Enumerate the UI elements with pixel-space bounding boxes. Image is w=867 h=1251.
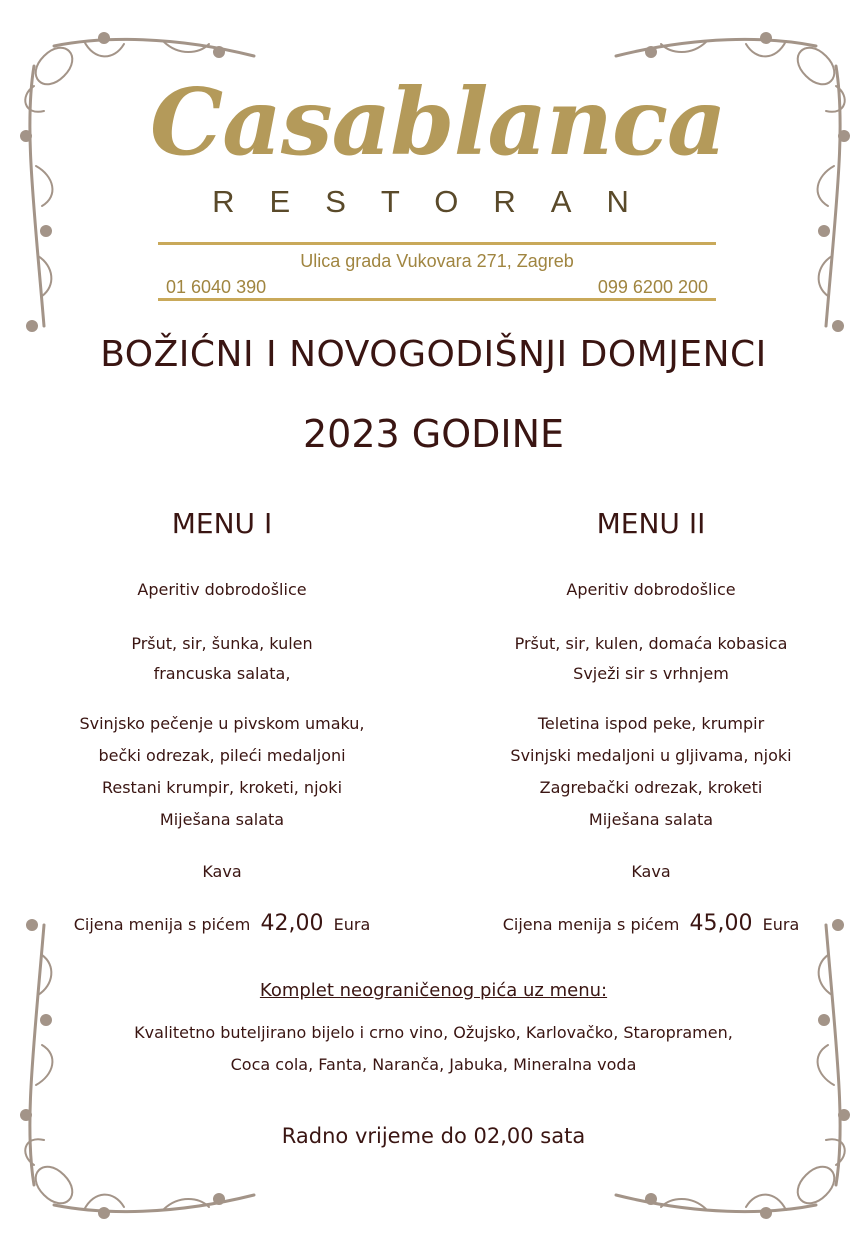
phone-landline: 01 6040 390	[166, 277, 267, 297]
menu-starter-line: Svježi sir s vrhnjem	[573, 664, 729, 683]
menu-main-line: Miješana salata	[588, 810, 714, 829]
menu-main-line: Teletina ispod peke, krumpir	[537, 714, 765, 733]
menu-aperitif: Aperitiv dobrodošlice	[137, 580, 307, 599]
drinks-line: Kvalitetno buteljirano bijelo i crno vino, Ožujsko, Karlovačko, Staropramen,	[134, 1023, 733, 1042]
restaurant-subtitle: RESTORAN	[212, 184, 664, 219]
opening-hours: Radno vrijeme do 02,00 sata	[281, 1124, 586, 1148]
menu-price	[451, 908, 851, 940]
price-label: Cijena menija s pićem	[73, 915, 251, 934]
menu-main-line: Miješana salata	[159, 810, 285, 829]
menu-main-line: Svinjski medaljoni u gljivama, njoki	[510, 746, 792, 765]
menu-heading: MENU I	[171, 507, 273, 540]
menu-main-line: Zagrebački odrezak, kroketi	[539, 778, 763, 797]
price-currency: Eura	[762, 915, 800, 934]
page-title: BOŽIĆNI I NOVOGODIŠNJI DOMJENCI	[100, 334, 767, 375]
menu-coffee: Kava	[631, 862, 671, 881]
price-amount: 45,00	[689, 911, 753, 936]
drinks-heading: Komplet neograničenog pića uz menu:	[259, 980, 608, 1001]
menu-starter-line: Pršut, sir, kulen, domaća kobasica	[514, 634, 788, 653]
page-subtitle-year: 2023 GODINE	[302, 412, 565, 456]
menu-aperitif: Aperitiv dobrodošlice	[566, 580, 736, 599]
menu-1	[22, 502, 422, 942]
menu-starter-line: Pršut, sir, šunka, kulen	[131, 634, 313, 653]
menu-price	[22, 908, 422, 940]
menu-heading: MENU II	[596, 507, 706, 540]
price-label: Cijena menija s pićem	[502, 915, 680, 934]
header-divider-top	[158, 242, 716, 245]
menu-main-line: bečki odrezak, pileći medaljoni	[98, 746, 346, 765]
menu-2	[451, 502, 851, 942]
drinks-line: Coca cola, Fanta, Naranča, Jabuka, Mineralna voda	[230, 1055, 637, 1074]
phone-mobile: 099 6200 200	[597, 277, 708, 297]
menu-main-line: Svinjsko pečenje u pivskom umaku,	[79, 714, 365, 733]
restaurant-address: Ulica grada Vukovara 271, Zagreb	[300, 251, 574, 271]
menu-starter-line: francuska salata,	[153, 664, 291, 683]
header-divider-bottom	[158, 298, 716, 301]
price-currency: Eura	[333, 915, 371, 934]
menu-main-line: Restani krumpir, kroketi, njoki	[101, 778, 343, 797]
restaurant-logo: Casablanca	[150, 68, 726, 176]
price-amount: 42,00	[260, 911, 324, 936]
menu-coffee: Kava	[202, 862, 242, 881]
